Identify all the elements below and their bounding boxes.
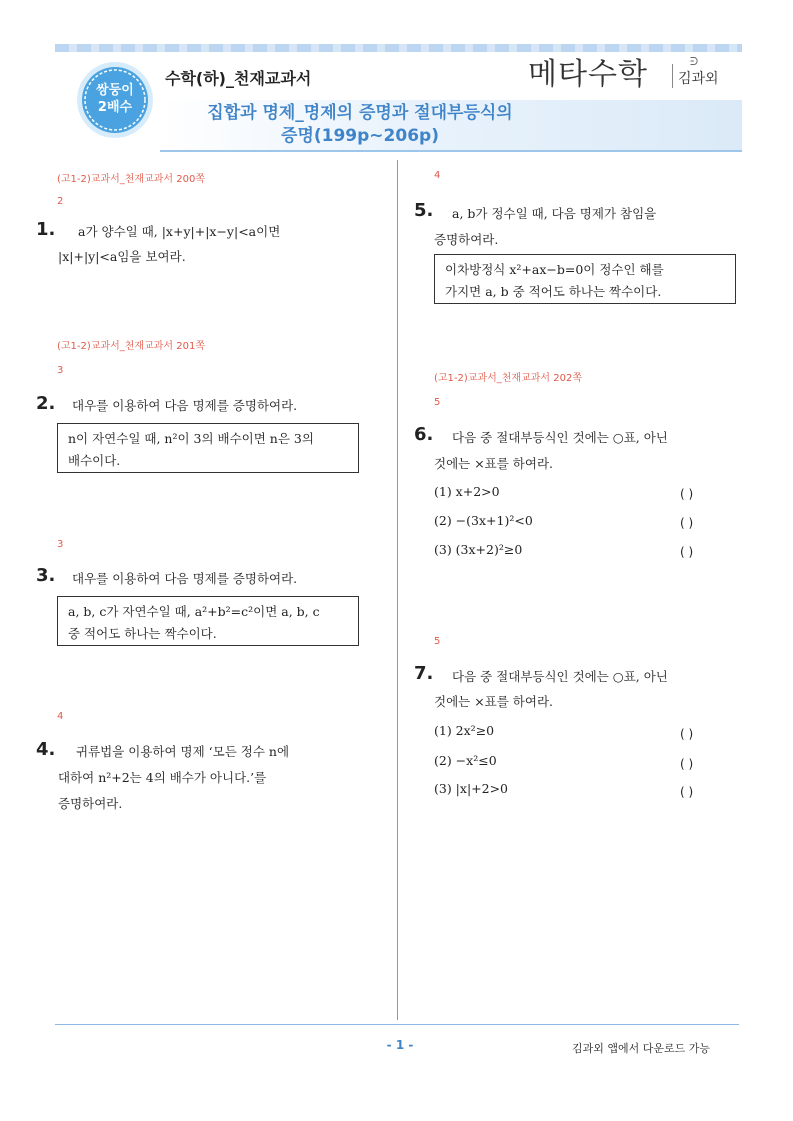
difficulty-tag: 5 — [434, 397, 441, 408]
proposition-box — [434, 254, 736, 304]
answer-blank[interactable]: ( ) — [680, 757, 694, 771]
proposition-line: 중 적어도 하나는 짝수이다. — [68, 626, 217, 641]
question-number: 5. — [414, 200, 434, 221]
question-number: 3. — [36, 565, 56, 586]
inequality-item: (1) x+2>0 — [434, 484, 500, 499]
difficulty-tag: 5 — [434, 636, 441, 647]
difficulty-tag: 3 — [57, 365, 64, 376]
difficulty-tag: 3 — [57, 539, 64, 550]
difficulty-tag: 2 — [57, 196, 64, 207]
inequality-item: (3) |x|+2>0 — [434, 781, 509, 796]
answer-blank[interactable]: ( ) — [680, 516, 694, 530]
question-text: 것에는 ×표를 하여라. — [434, 456, 553, 471]
question-number: 1. — [36, 219, 56, 240]
inequality-item: (2) −(3x+1)²<0 — [434, 513, 533, 528]
proposition-box — [57, 423, 359, 473]
inequality-item: (2) −x²≤0 — [434, 753, 497, 768]
question-text: 대하여 n²+2는 4의 배수가 아니다.’를 — [58, 770, 267, 785]
answer-blank[interactable]: ( ) — [680, 487, 694, 501]
proposition-line: 배수이다. — [68, 453, 121, 468]
proposition-line: 가지면 a, b 중 적어도 하나는 짝수이다. — [445, 284, 662, 299]
answer-blank[interactable]: ( ) — [680, 727, 694, 741]
question-text: a가 양수일 때, |x+y|+|x−y|<a이면 — [78, 224, 281, 239]
page-number: - 1 - — [386, 1038, 414, 1052]
question-text: 다음 중 절대부등식인 것에는 ○표, 아닌 — [452, 669, 668, 684]
brand-sub-logo: 김과외 — [678, 71, 719, 87]
difficulty-tag: 4 — [57, 711, 64, 722]
subject-label: 수학(하)_천재교과서 — [165, 69, 312, 88]
question-text: 것에는 ×표를 하여라. — [434, 694, 553, 709]
question-text: 다음 중 절대부등식인 것에는 ○표, 아닌 — [452, 430, 668, 445]
person-icon: ᕭ — [690, 55, 699, 68]
question-text: |x|+|y|<a임을 보여라. — [58, 249, 186, 264]
question-text: a, b가 정수일 때, 다음 명제가 참임을 — [452, 206, 657, 221]
source-label: (고1-2)교과서_천재교과서 202쪽 — [434, 373, 583, 384]
inequality-item: (1) 2x²≥0 — [434, 723, 495, 738]
question-number: 2. — [36, 393, 56, 414]
inequality-item: (3) (3x+2)²≥0 — [434, 542, 523, 557]
source-label: (고1-2)교과서_천재교과서 200쪽 — [57, 174, 206, 185]
badge-line1: 쌍둥이 — [96, 83, 134, 98]
question-text: 증명하여라. — [434, 232, 499, 247]
twin-badge — [75, 60, 155, 140]
brand-logo: 메타수학 — [528, 57, 648, 92]
difficulty-tag: 4 — [434, 170, 441, 181]
proposition-line: n이 자연수일 때, n²이 3의 배수이면 n은 3의 — [68, 431, 314, 446]
header-stripe — [55, 44, 742, 52]
question-text: 대우를 이용하여 다음 명제를 증명하여라. — [72, 398, 298, 413]
proposition-line: a, b, c가 자연수일 때, a²+b²=c²이면 a, b, c — [68, 604, 320, 619]
title-line1: 집합과 명제_명제의 증명과 절대부등식의 — [207, 103, 513, 123]
proposition-box — [57, 596, 359, 646]
question-text: 귀류법을 이용하여 명제 ‘모든 정수 n에 — [76, 744, 290, 759]
title-line2: 증명(199p~206p) — [281, 126, 439, 146]
proposition-line: 이차방정식 x²+ax−b=0이 정수인 해를 — [445, 262, 664, 277]
badge-line2: 2배수 — [97, 100, 133, 115]
answer-blank[interactable]: ( ) — [680, 545, 694, 559]
question-text: 증명하여라. — [58, 796, 123, 811]
answer-blank[interactable]: ( ) — [680, 785, 694, 799]
question-number: 6. — [414, 424, 434, 445]
brand-separator — [672, 64, 673, 88]
footer-rule — [55, 1024, 739, 1025]
title-rule — [160, 150, 742, 152]
download-note: 김과외 앱에서 다운로드 가능 — [572, 1042, 711, 1055]
page-title — [160, 102, 560, 148]
question-text: 대우를 이용하여 다음 명제를 증명하여라. — [72, 571, 298, 586]
question-number: 7. — [414, 663, 434, 684]
question-number: 4. — [36, 739, 56, 760]
source-label: (고1-2)교과서_천재교과서 201쪽 — [57, 341, 206, 352]
column-divider — [397, 160, 398, 1020]
